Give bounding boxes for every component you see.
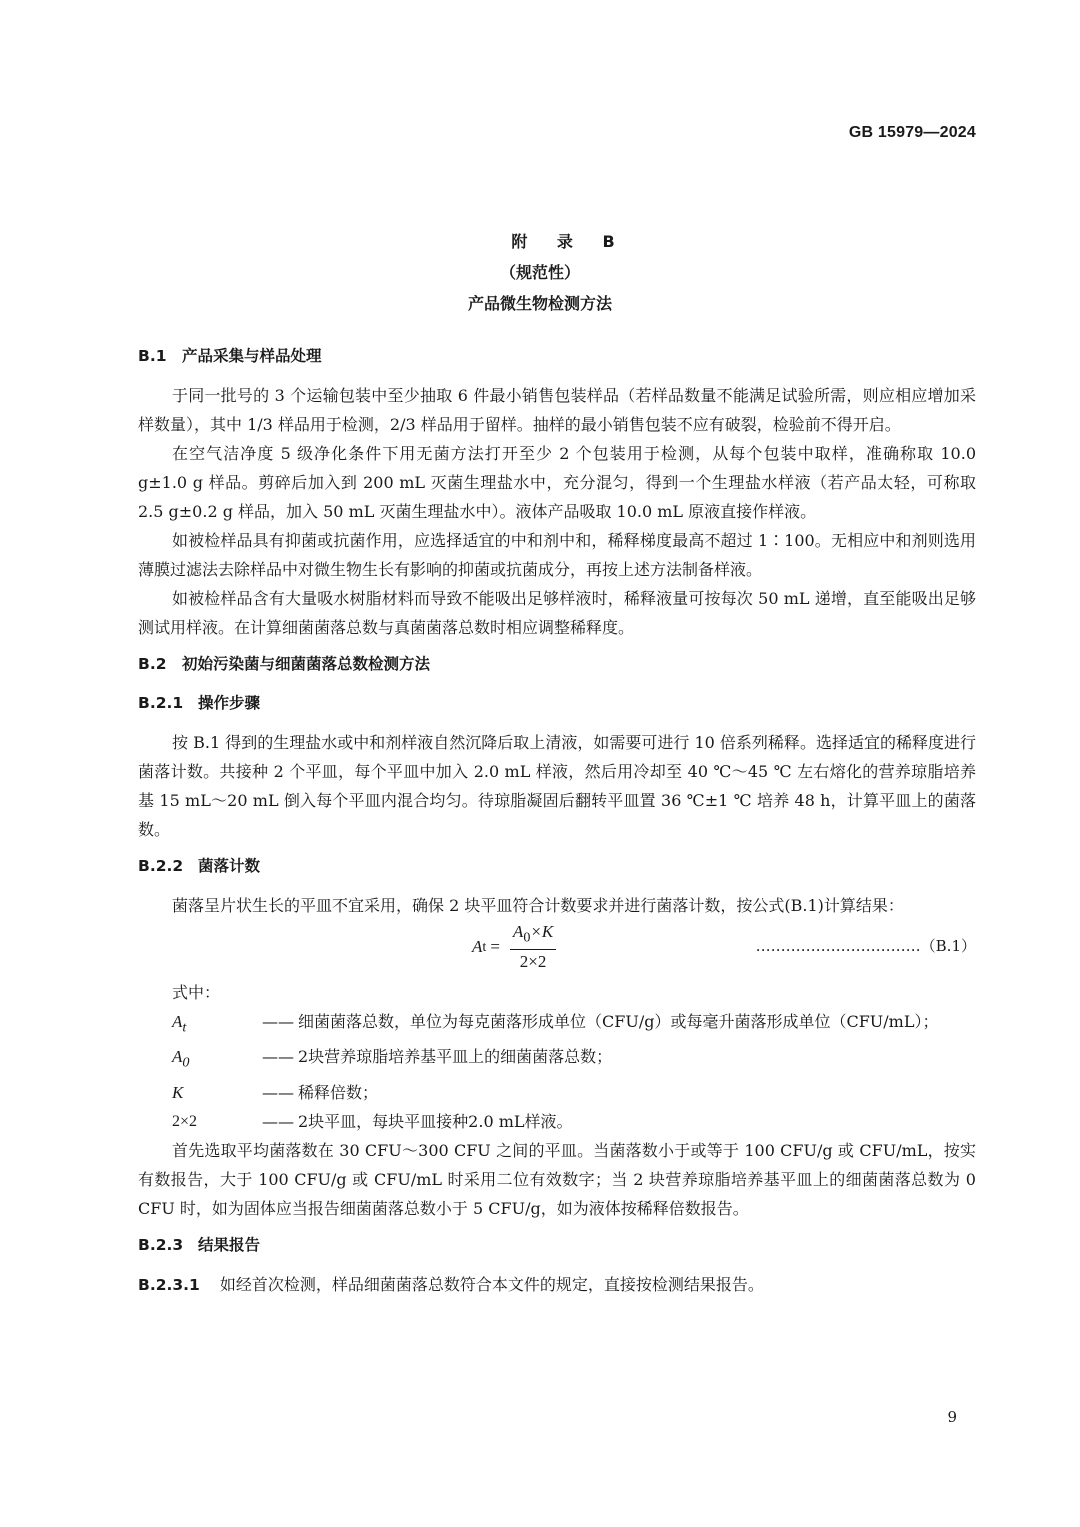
formula-equals: = xyxy=(490,937,500,956)
section-title: 产品采集与样品处理 xyxy=(182,347,322,365)
paragraph: 如被检样品具有抑菌或抗菌作用，应选择适宜的中和剂中和，稀释梯度最高不超过 1∶100。无相应中和剂则选用薄膜过滤法去除样品中对微生物生长有影响的抑菌或抗菌成分，再按上述方法制备样液。 xyxy=(138,531,976,579)
section-number: B.1 xyxy=(138,347,167,365)
formula-numerator-sub: 0 xyxy=(523,929,531,946)
symbol-sub: 0 xyxy=(182,1054,190,1071)
paragraph: 首先选取平均菌落数在 30 CFU～300 CFU 之间的平皿。当菌落数小于或等于 100 CFU/g 或 CFU/mL，按实有数报告，大于 100 CFU/g 或 CFU/mL 时采用二位有效数字；当 2 块营养琼脂培养基平皿上的细菌菌落总数为 0 CFU 时，如为固体应当报告细菌菌落总数小于 5 CFU/g，如为液体按稀释倍数报告。 xyxy=(138,1140,976,1218)
symbol-main: K xyxy=(172,1082,184,1102)
definition-dash: —— xyxy=(262,1111,294,1131)
definition-row xyxy=(172,1107,976,1136)
standard-code: GB 15979—2024 xyxy=(848,124,976,141)
formula-reference: ……………………………（B.1） xyxy=(755,937,976,955)
paragraph: 在空气洁净度 5 级净化条件下用无菌方法打开至少 2 个包装用于检测，从每个包装中取样，准确称取 10.0 g±1.0 g 样品。剪碎后加入到 200 mL 灭菌生理盐水中，充分混匀，得到一个生理盐水样液（若产品太轻，可称取 2.5 g±0.2 g 样品，加入 50 mL 灭菌生理盐水中）。液体产品吸取 10.0 mL 原液直接作样液。 xyxy=(138,444,976,521)
symbol-sub: t xyxy=(182,1019,187,1036)
definition-symbol: 2×2 xyxy=(172,1112,198,1130)
formula-denominator: 2×2 xyxy=(519,951,547,971)
section-heading-b2 xyxy=(138,650,976,678)
formula-numerator-rest: ×K xyxy=(530,922,554,942)
formula-expression xyxy=(472,922,556,972)
formula-b1 xyxy=(138,922,976,972)
section-heading-b23 xyxy=(138,1231,976,1259)
definition-text: 细菌菌落总数，单位为每克菌落形成单位（CFU/g）或每毫升菌落形成单位（CFU/mL）； xyxy=(298,1012,939,1031)
section-number: B.2.2 xyxy=(138,857,184,875)
definition-list xyxy=(172,1007,976,1136)
formula-numerator xyxy=(510,922,556,949)
definition-dash: —— xyxy=(262,1012,294,1031)
annex-title: 产品微生物检测方法 xyxy=(467,294,612,313)
definition-text: 2块营养琼脂培养基平皿上的细菌菌落总数； xyxy=(298,1047,613,1067)
paragraph: 菌落呈片状生长的平皿不宜采用，确保 2 块平皿符合计数要求并进行菌落计数，按公式(B.1)计算结果： xyxy=(172,896,904,915)
section-number: B.2.3 xyxy=(138,1235,184,1254)
paragraph: 于同一批号的 3 个运输包装中至少抽取 6 件最小销售包装样品（若样品数量不能满足试验所需，则应相应增加采样数量），其中 1/3 样品用于检测，2/3 样品用于留样。抽样的最小销售包装不应有破裂，检验前不得开启。 xyxy=(138,386,976,434)
definition-symbol xyxy=(172,1007,262,1042)
paragraph: 如被检样品含有大量吸水树脂材料而导致不能吸出足够样液时，稀释液量可按每次 50 mL 递增，直至能吸出足够测试用样液。在计算细菌菌落总数与真菌菌落总数时相应调整稀释度。 xyxy=(138,589,976,637)
section-title: 菌落计数 xyxy=(198,857,261,875)
definition-text: 稀释倍数； xyxy=(298,1082,379,1102)
section-heading-b22 xyxy=(138,852,976,880)
document-body xyxy=(138,340,976,1300)
section-title: 结果报告 xyxy=(198,1235,261,1254)
annex-title-block xyxy=(0,226,1080,319)
annex-nature: （规范性） xyxy=(499,263,580,282)
clause-text: 如经首次检测，样品细菌菌落总数符合本文件的规定，直接按检测结果报告。 xyxy=(219,1274,764,1294)
definition-dash: —— xyxy=(262,1047,294,1067)
formula-lhs-sub: t xyxy=(482,938,487,955)
formula-numerator-var: A xyxy=(512,922,524,942)
formula-lhs: A xyxy=(472,937,483,956)
definition-symbol xyxy=(172,1078,262,1107)
definition-dash: —— xyxy=(262,1082,294,1102)
section-number: B.2.1 xyxy=(138,694,184,712)
section-heading-b1 xyxy=(138,342,976,370)
symbol-main: A xyxy=(172,1047,183,1067)
symbol-main: A xyxy=(172,1012,183,1031)
clause-b231 xyxy=(138,1270,976,1300)
section-title: 操作步骤 xyxy=(198,694,261,712)
annex-label: 附 录 B xyxy=(511,232,627,251)
definition-text: 2块平皿，每块平皿接种2.0 mL样液。 xyxy=(298,1111,573,1131)
section-title: 初始污染菌与细菌菌落总数检测方法 xyxy=(182,655,431,673)
clause-number: B.2.3.1 xyxy=(138,1275,200,1294)
where-label: 式中： xyxy=(172,983,221,1002)
section-number: B.2 xyxy=(138,655,167,673)
section-heading-b21 xyxy=(138,689,976,717)
definition-row xyxy=(172,1078,976,1107)
paragraph: 按 B.1 得到的生理盐水或中和剂样液自然沉降后取上清液，如需要可进行 10 倍系列稀释。选择适宜的稀释度进行菌落计数。共接种 2 个平皿，每个平皿中加入 2.0 mL 样液，然后用冷却至 40 ℃～45 ℃ 左右熔化的营养琼脂培养基 15 mL～20 mL 倒入每个平皿内混合均匀。待琼脂凝固后翻转平皿置 36 ℃±1 ℃ 培养 48 h，计算平皿上的菌落数。 xyxy=(138,733,976,839)
page-number: 9 xyxy=(947,1408,957,1426)
formula-fraction xyxy=(510,922,556,971)
definition-symbol xyxy=(172,1042,262,1077)
definition-row xyxy=(172,1007,976,1042)
definition-row xyxy=(172,1042,976,1077)
